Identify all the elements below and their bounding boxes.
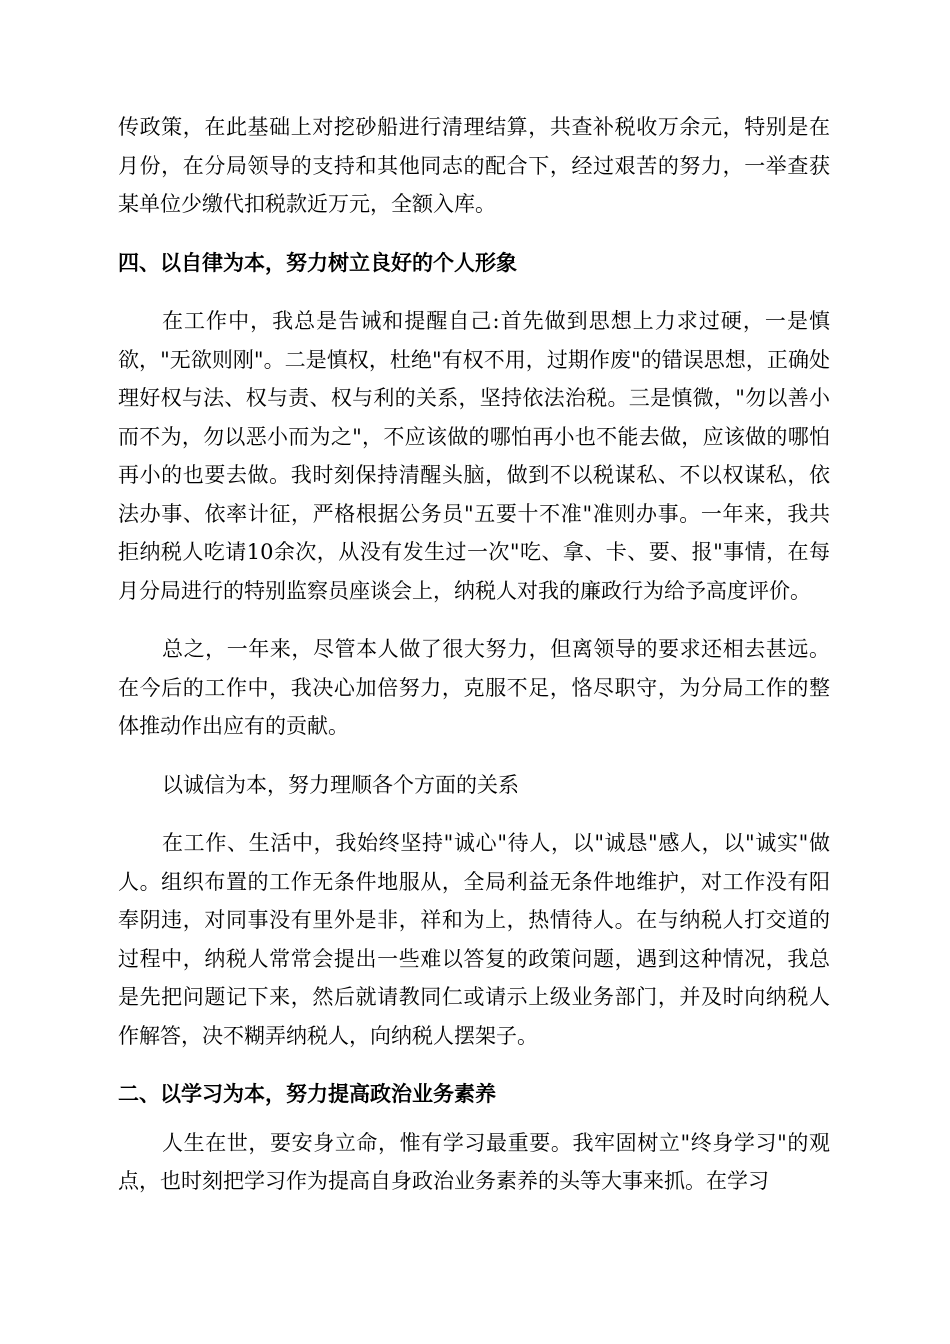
paragraph-self-discipline: 在工作中，我总是告诫和提醒自己:首先做到思想上力求过硬，一是慎欲，"无欲则刚"。二是慎权，杜绝"有权不用，过期作废"的错误思想，正确处理好权与法、权与责、权与利的关系，坚持依法治税。三是慎微，"勿以善小而不为，勿以恶小而为之"，不应该做的哪怕再小也不能去做，应该做的哪怕再小的也要去做。我时刻保持清醒头脑，做到不以税谋私、不以权谋私，依法办事、依率计征，严格根据公务员"五要十不准"准则办事。一年来，我共拒纳税人吃请10余次，从没有发生过一次"吃、拿、卡、要、报"事情，在每月分局进行的特别监察员座谈会上，纳税人对我的廉政行为给予高度评价。 <box>118 309 830 603</box>
paragraph-summary: 总之，一年来，尽管本人做了很大努力，但离领导的要求还相去甚远。在今后的工作中，我决心加倍努力，克服不足，恪尽职守，为分局工作的整体推动作出应有的贡献。 <box>118 637 830 738</box>
section-heading-learning: 二、以学习为本，努力提高政治业务素养 <box>118 1081 496 1106</box>
paragraph-learning: 人生在世，要安身立命，惟有学习最重要。我牢固树立"终身学习"的观点，也时刻把学习作为提高自身政治业务素养的头等大事来抓。在学习 <box>118 1130 830 1193</box>
paragraph-tax-audit: 传政策，在此基础上对挖砂船进行清理结算，共查补税收万余元，特别是在月份，在分局领导的支持和其他同志的配合下，经过艰苦的努力，一举查获某单位少缴代扣税款近万元，全额入库。 <box>118 115 830 216</box>
document-page <box>118 108 830 1201</box>
subheading-integrity: 以诚信为本，努力理顺各个方面的关系 <box>162 772 519 797</box>
section-heading-self-discipline: 四、以自律为本，努力树立良好的个人形象 <box>118 249 517 275</box>
paragraph-integrity: 在工作、生活中，我始终坚持"诚心"待人，以"诚恳"感人，以"诚实"做人。组织布置的工作无条件地服从，全局利益无条件地维护，对工作没有阳奉阴违，对同事没有里外是非，祥和为上，热情待人。在与纳税人打交道的过程中，纳税人常常会提出一些难以答复的政策问题，遇到这种情况，我总是先把问题记下来，然后就请教同仁或请示上级业务部门，并及时向纳税人作解答，决不糊弄纳税人，向纳税人摆架子。 <box>118 831 830 1048</box>
